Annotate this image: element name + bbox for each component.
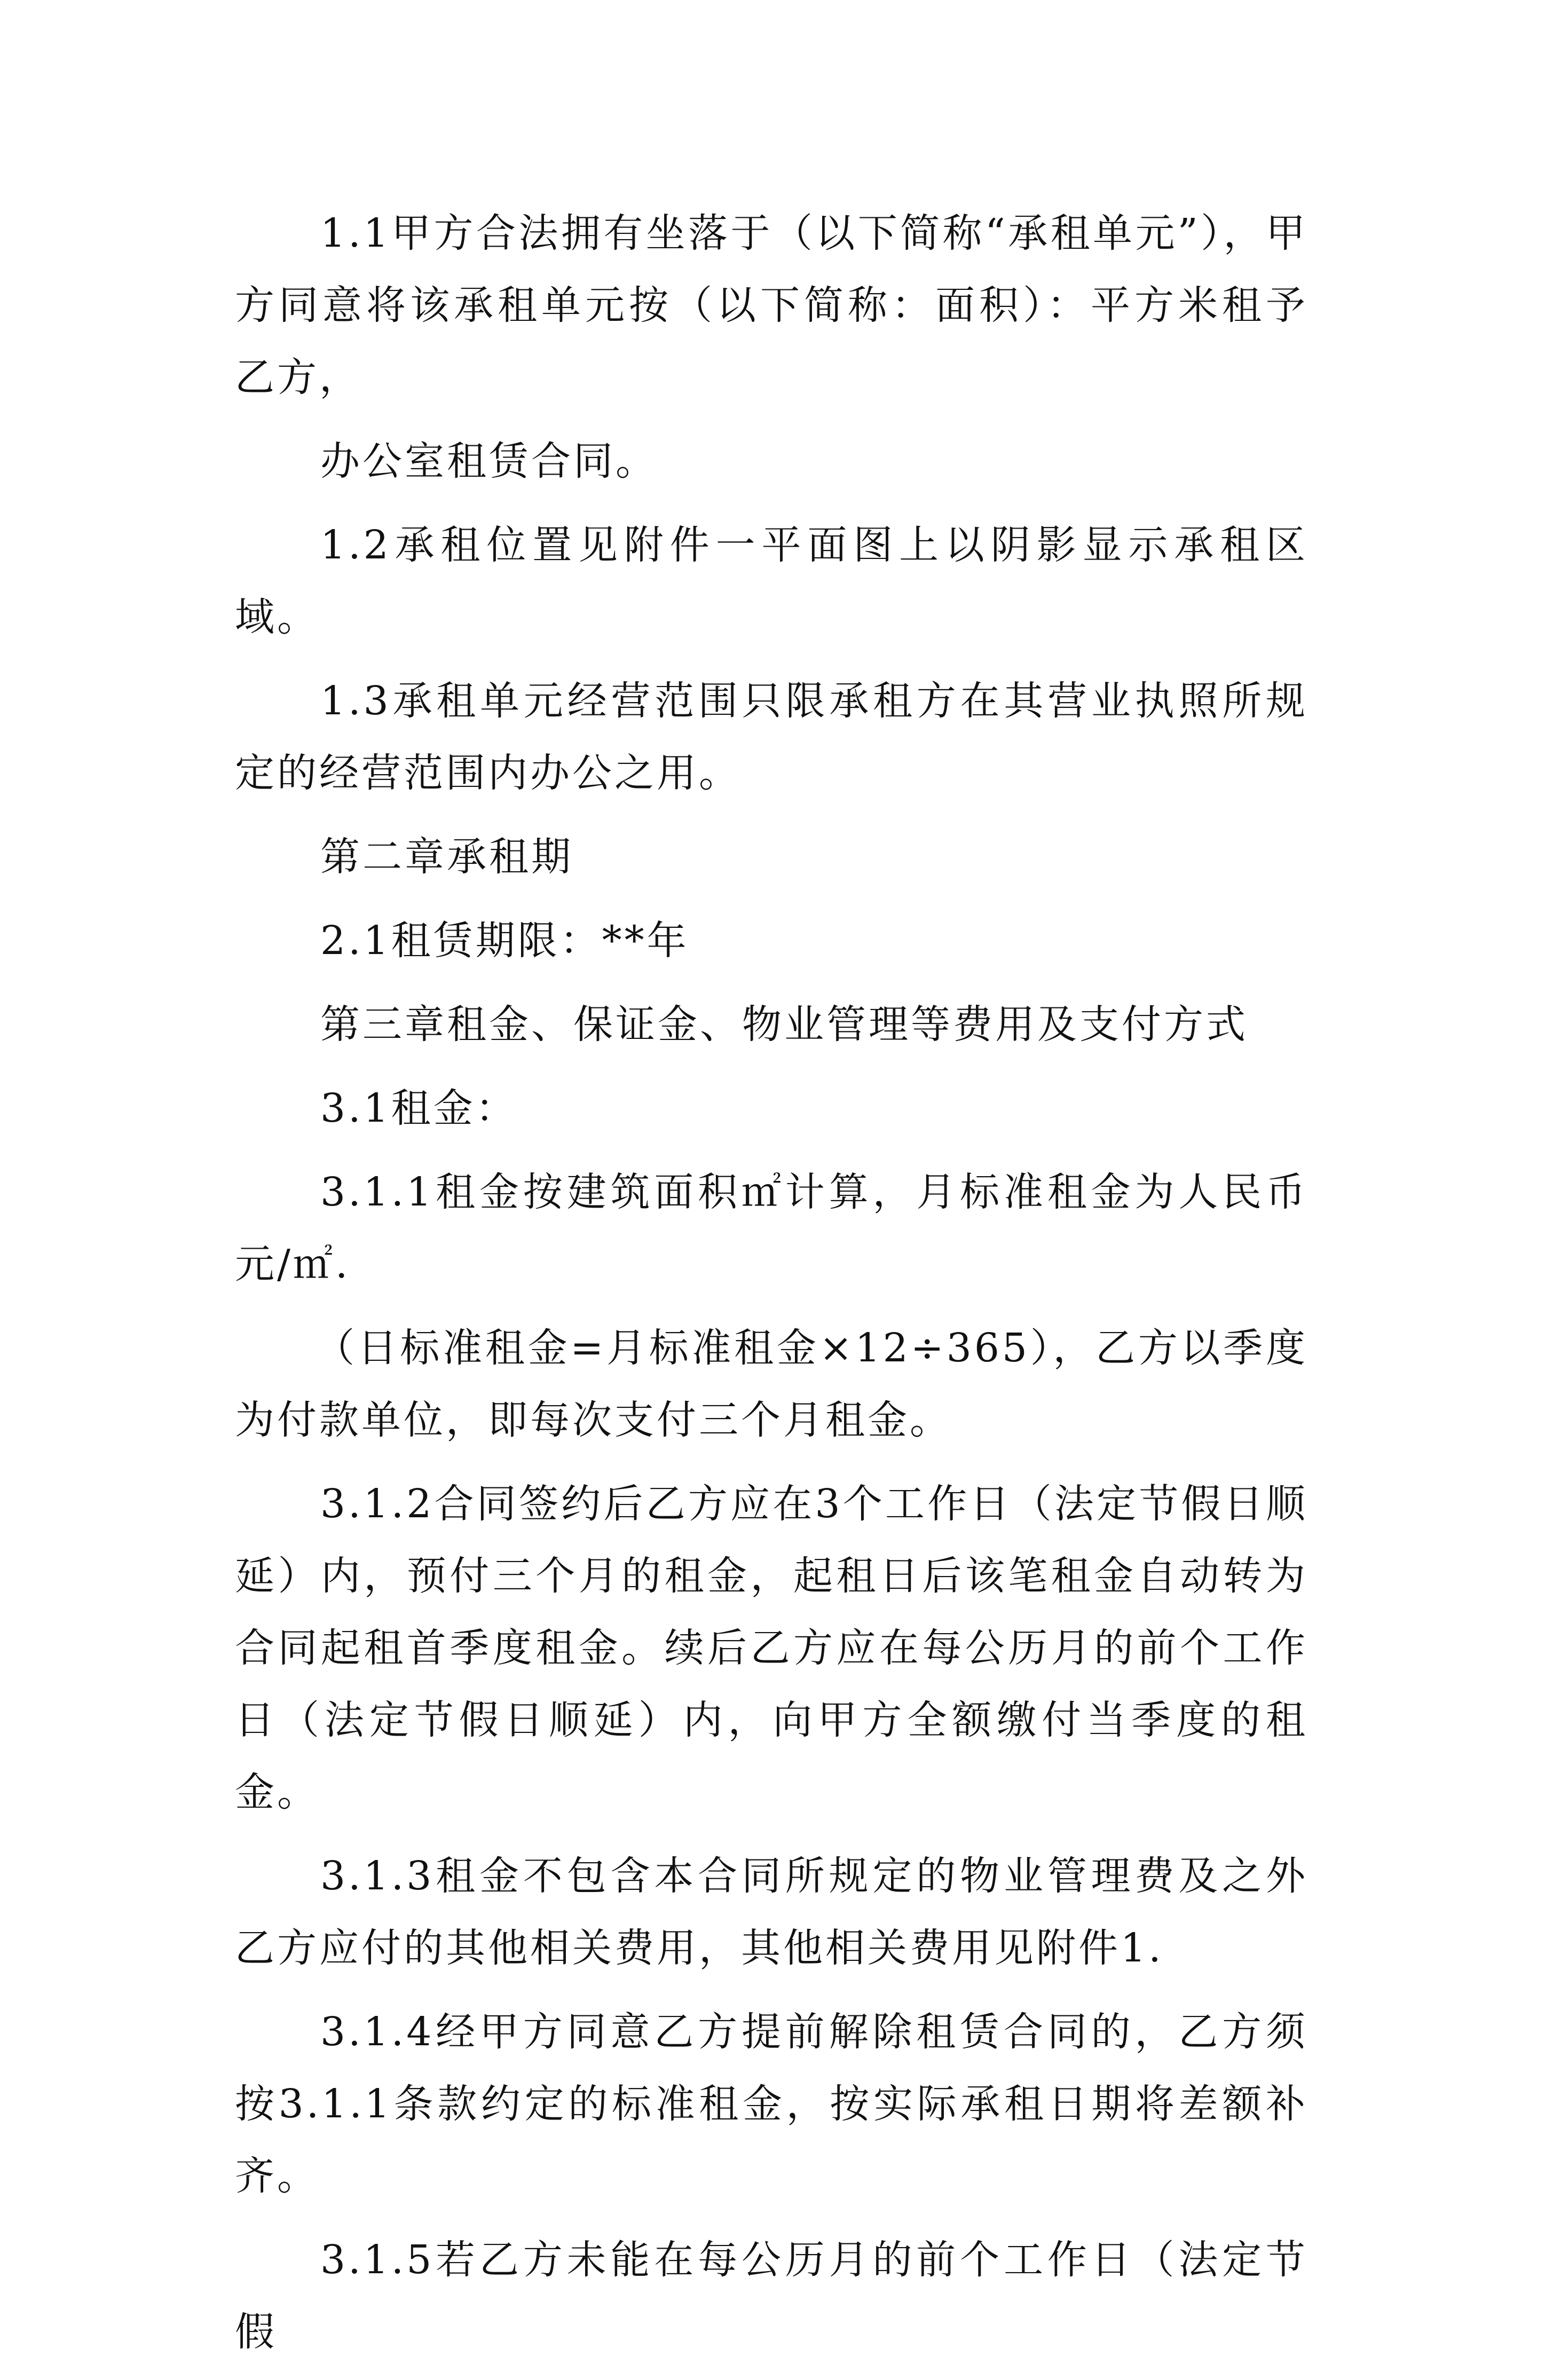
paragraph-2-1: 2.1租赁期限：**年 — [320, 918, 689, 964]
paragraph-1-2: 1.2承租位置见附件一平面图上以阴影显示承租区域。 — [235, 522, 1308, 640]
paragraph-daily-rent-note: （日标准租金=月标准租金×12÷365），乙方以季度为付款单位，即每次支付三个月租金。 — [235, 1325, 1308, 1443]
paragraph-1-1: 1.1甲方合法拥有坐落于（以下简称“承租单元”），甲方同意将该承租单元按（以下简称：面积）：平方米租予乙方， — [235, 210, 1308, 400]
paragraph-3-1: 3.1租金： — [320, 1085, 518, 1131]
paragraph-1-3: 1.3承租单元经营范围只限承租方在其营业执照所规定的经营范围内办公之用。 — [235, 678, 1308, 796]
paragraph-contract-title-note: 办公室租赁合同。 — [320, 438, 658, 484]
chapter-2-heading: 第二章承租期 — [320, 834, 573, 880]
paragraph-3-1-3: 3.1.3租金不包含本合同所规定的物业管理费及之外乙方应付的其他相关费用，其他相关费用见附件1. — [235, 1853, 1308, 1971]
chapter-3-heading: 第三章租金、保证金、物业管理等费用及支付方式 — [320, 1002, 1248, 1047]
paragraph-3-1-2: 3.1.2合同签约后乙方应在3个工作日（法定节假日顺延）内，预付三个月的租金，起租日后该笔租金自动转为合同起租首季度租金。续后乙方应在每公历月的前个工作日（法定节假日顺延）内，向甲方全额缴付当季度的租金。 — [235, 1481, 1308, 1815]
paragraph-3-1-5: 3.1.5若乙方未能在每公历月的前个工作日（法定节假 — [235, 2237, 1308, 2355]
document-body — [235, 198, 1308, 2380]
paragraph-3-1-4: 3.1.4经甲方同意乙方提前解除租赁合同的，乙方须按3.1.1条款约定的标准租金，按实际承租日期将差额补齐。 — [235, 2009, 1308, 2199]
paragraph-3-1-1: 3.1.1租金按建筑面积㎡计算，月标准租金为人民币元/㎡. — [235, 1169, 1308, 1287]
